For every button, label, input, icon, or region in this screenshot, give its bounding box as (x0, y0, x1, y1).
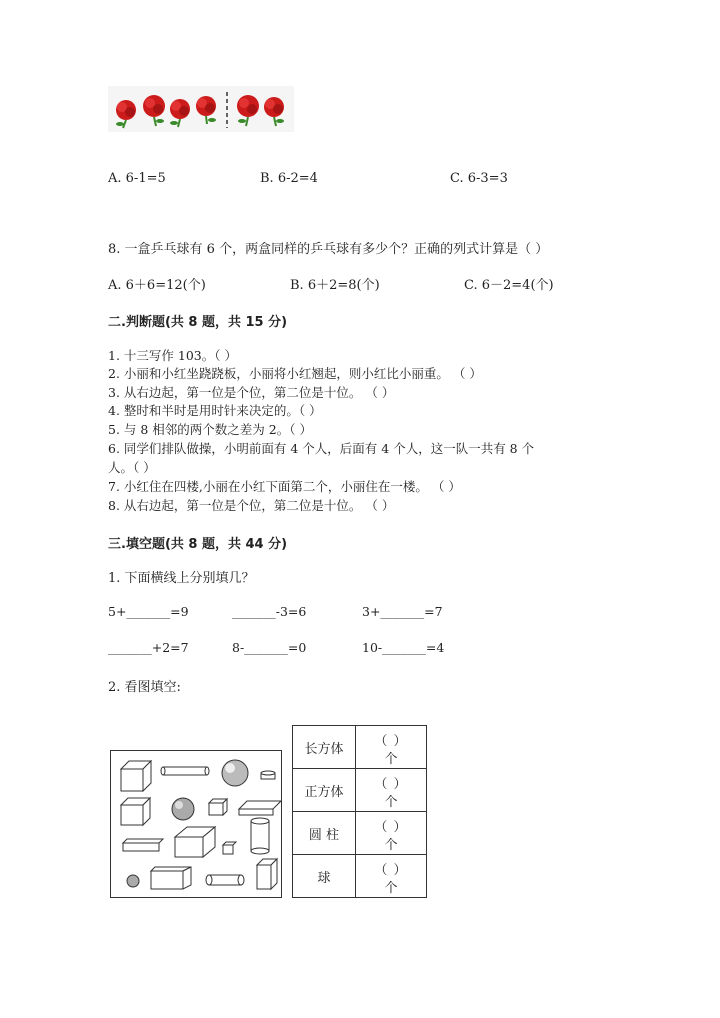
table-row (293, 769, 427, 812)
q8-option-b: B. 6＋2=8(个) (290, 278, 380, 293)
cube-shape (223, 842, 236, 854)
q7-option-c: C. 6-3=3 (450, 171, 508, 186)
answer-cell-cube[interactable]: （ ） 个 (356, 769, 427, 812)
section3-heading: 三.填空题(共 8 题，共 44 分) (108, 537, 288, 552)
fill-blank-6: 10-_______=4 (362, 640, 445, 655)
q8-question: 8. 一盒乒乓球有 6 个，两盒同样的乒乓球有多少个？正确的列式计算是（ ） (108, 242, 549, 257)
judge-item-6: 6. 同学们排队做操，小明前面有 4 个人，后面有 4 个人，这一队一共有 8 个 (108, 441, 535, 456)
cuboid-shape (257, 859, 277, 889)
judge-item-2: 2. 小丽和小红坐跷跷板，小丽将小红翘起，则小红比小丽重。 （ ） (108, 366, 482, 381)
label-cylinder: 圆 柱 (293, 812, 356, 855)
table-row (293, 726, 427, 769)
judge-item-7: 7. 小红住在四楼,小丽在小红下面第二个，小丽住在一楼。 （ ） (108, 479, 461, 494)
fill-blank-3: 3+_______=7 (362, 604, 443, 619)
shape-count-table (292, 725, 427, 898)
fill-blank-1: 5+_______=9 (108, 604, 189, 619)
fill-blank-5: 8-_______=0 (232, 640, 307, 655)
flower-group-right (237, 95, 284, 126)
cube-shape (209, 799, 227, 815)
label-cuboid: 长方体 (293, 726, 356, 769)
section2-heading: 二.判断题(共 8 题，共 15 分) (108, 315, 288, 330)
q7-option-b: B. 6-2=4 (260, 171, 318, 186)
cuboid-shape (175, 827, 215, 857)
cuboid-shape (239, 801, 281, 815)
cube-shape (121, 761, 151, 791)
cylinder-shape (251, 818, 269, 854)
judge-item-8: 8. 从右边起，第一位是个位，第二位是十位。 （ ） (108, 498, 395, 513)
label-cube: 正方体 (293, 769, 356, 812)
cylinder-shape (161, 767, 209, 775)
solid-shapes-figure (110, 750, 282, 898)
cube-shape (121, 798, 150, 825)
fill-q1-title: 1. 下面横线上分别填几？ (108, 571, 255, 586)
cylinder-shape (206, 875, 244, 885)
answer-cell-cuboid[interactable]: （ ） 个 (356, 726, 427, 769)
fill-blank-4: _______+2=7 (108, 640, 189, 655)
cuboid-shape (123, 839, 163, 851)
table-row (293, 855, 427, 898)
sphere-shape (127, 875, 139, 887)
judge-item-4: 4. 整时和半时是用时针来决定的。（ ） (108, 403, 322, 418)
judge-item-5: 5. 与 8 相邻的两个数之差为 2。（ ） (108, 422, 312, 437)
q8-option-c: C. 6－2=4(个) (464, 278, 554, 293)
flower-group-left (116, 95, 216, 128)
sphere-shape (222, 760, 248, 786)
judge-item-1: 1. 十三写作 103。（ ） (108, 348, 237, 363)
flowers-image (108, 86, 294, 132)
fill-blank-2: _______-3=6 (232, 604, 307, 619)
label-sphere: 球 (293, 855, 356, 898)
sphere-shape (172, 798, 194, 820)
cuboid-shape (151, 867, 191, 889)
fill-q2-title: 2. 看图填空: (108, 680, 181, 695)
q7-option-a: A. 6-1=5 (108, 171, 166, 186)
judge-item-6-cont: 人。（ ） (108, 460, 156, 475)
q8-option-a: A. 6＋6=12(个) (108, 278, 206, 293)
answer-cell-cylinder[interactable]: （ ） 个 (356, 812, 427, 855)
table-row (293, 812, 427, 855)
judge-item-3: 3. 从右边起，第一位是个位，第二位是十位。 （ ） (108, 385, 395, 400)
answer-cell-sphere[interactable]: （ ） 个 (356, 855, 427, 898)
